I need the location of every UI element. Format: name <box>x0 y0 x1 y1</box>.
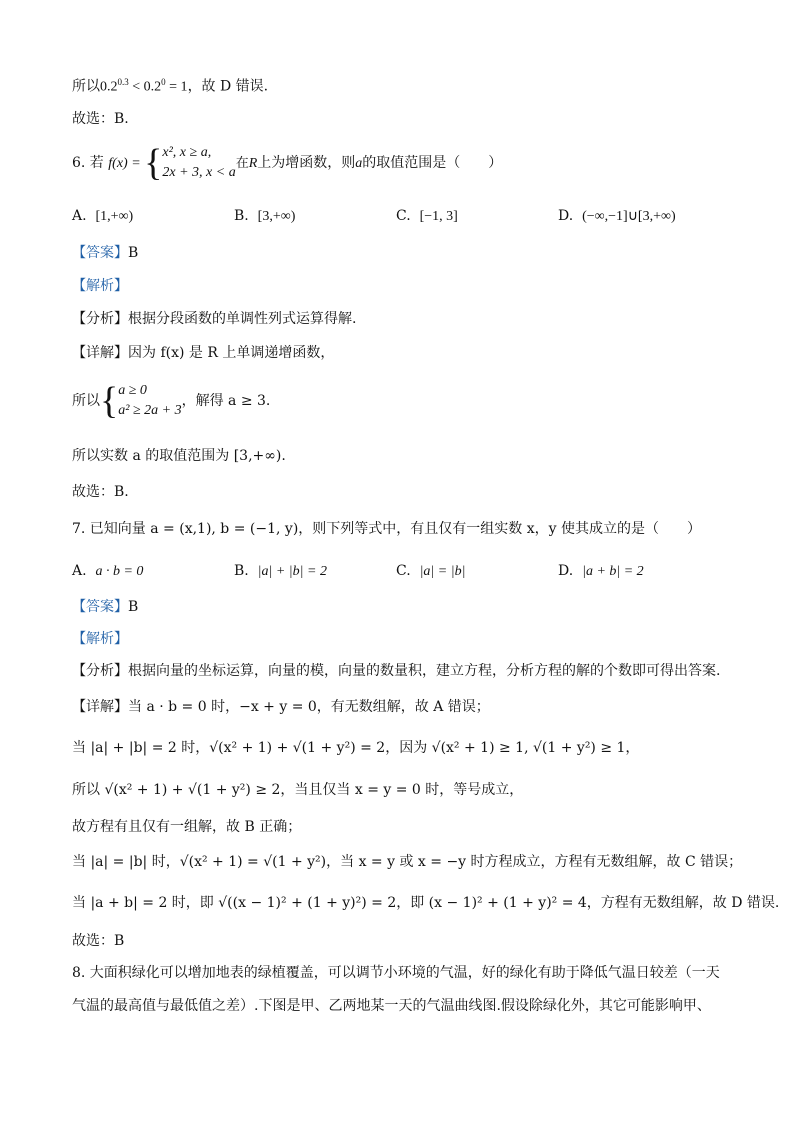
option-a <box>72 561 143 582</box>
math: 0.2 <box>100 79 118 95</box>
detail-line: 当 |a| = |b| 时，√(x² + 1) = √(1 + y²)，当 x = y 或 x = −y 时方程成立，方程有无数组解，故 C 错误； <box>72 854 743 870</box>
option-letter: B. <box>234 208 249 224</box>
math: < 0.2 <box>128 79 162 95</box>
option-b <box>234 206 295 227</box>
math: = 1 <box>165 79 188 95</box>
text-line: 故选：B. <box>72 111 129 127</box>
equation: a² ≥ 2a + 3 <box>118 403 182 418</box>
tag: 【解析】 <box>72 631 128 647</box>
case: 2x + 3, x < a <box>162 165 236 180</box>
text: ，故 D 错误. <box>187 78 269 95</box>
text: 当 a · b = 0 时，−x + y = 0，有无数组解，故 A 错误； <box>128 699 490 715</box>
option-letter: D. <box>558 563 574 579</box>
math: R <box>248 156 258 171</box>
math: 0.3 <box>117 77 129 87</box>
tag: 【详解】 <box>72 699 128 715</box>
xiangjie-line <box>72 343 334 363</box>
option-d <box>558 561 644 582</box>
option-b <box>234 561 327 582</box>
text: 根据分段函数的单调性列式运算得解. <box>128 311 357 327</box>
tag: 【详解】 <box>72 345 128 361</box>
text: 在 <box>235 156 249 171</box>
option-letter: C. <box>396 563 411 579</box>
option-letter: A. <box>72 563 87 579</box>
case: x², x ≥ a, <box>162 145 212 160</box>
detail-line: 故方程有且仅有一组解，故 B 正确； <box>72 819 302 835</box>
answer-value: B <box>128 599 139 615</box>
option-a <box>72 206 133 227</box>
text: 的取值范围是（ ） <box>362 155 503 171</box>
analysis-tag <box>72 629 128 649</box>
answer-value: B <box>128 245 139 261</box>
text: 根据向量的坐标运算，向量的模，向量的数量积，建立方程，分析方程的解的个数即可得出答案. <box>128 663 721 679</box>
option-value: [3,+∞) <box>257 209 296 224</box>
option-value: |a| + |b| = 2 <box>257 564 327 579</box>
option-letter: D. <box>558 208 574 224</box>
text: 所以 <box>72 78 100 95</box>
answer-line <box>72 243 138 263</box>
option-value: (−∞,−1]∪[3,+∞) <box>582 209 676 224</box>
answer-line <box>72 597 138 617</box>
option-letter: A. <box>72 208 87 224</box>
question-8-line: 8. 大面积绿化可以增加地表的绿植覆盖，可以调节小环境的气温，好的绿化有助于降低气温日较差（一天 <box>72 965 720 981</box>
option-letter: C. <box>396 208 411 224</box>
math: f(x) = <box>108 156 145 171</box>
piecewise-cases <box>162 143 235 183</box>
option-value: |a + b| = 2 <box>582 564 644 579</box>
answer-tag: 【答案】 <box>72 245 128 261</box>
equation: a ≥ 0 <box>118 383 147 398</box>
option-value: a · b = 0 <box>95 564 144 579</box>
text-line: 所以实数 a 的取值范围为 [3,+∞). <box>72 448 286 464</box>
option-letter: B. <box>234 563 249 579</box>
option-value: |a| = |b| <box>419 564 466 579</box>
brace: { <box>144 142 163 184</box>
system <box>118 381 181 421</box>
tag: 【分析】 <box>72 663 128 679</box>
tag: 【分析】 <box>72 311 128 327</box>
detail-line: 所以 √(x² + 1) + √(1 + y²) ≥ 2，当且仅当 x = y = 0 时，等号成立， <box>72 782 524 798</box>
text-line: 故选：B <box>72 933 125 949</box>
question-6-stem <box>72 143 502 183</box>
option-value: [−1, 3] <box>419 209 458 224</box>
system-line <box>72 381 270 421</box>
brace: { <box>100 380 119 422</box>
detail-line: 当 |a| + |b| = 2 时，√(x² + 1) + √(1 + y²) = 2，因为 √(x² + 1) ≥ 1, √(1 + y²) ≥ 1， <box>72 740 640 756</box>
fenxi-line <box>72 309 356 329</box>
option-c <box>396 206 458 227</box>
answer-tag: 【答案】 <box>72 599 128 615</box>
text: 所以 <box>72 393 100 409</box>
text: 因为 f(x) 是 R 上单调递增函数， <box>128 345 335 361</box>
question-8-line: 气温的最高值与最低值之差）.下图是甲、乙两地某一天的气温曲线图.假设除绿化外，其它可能影响甲、 <box>72 998 711 1014</box>
option-value: [1,+∞) <box>95 209 134 224</box>
text-line <box>72 72 268 98</box>
math: a <box>355 156 363 171</box>
option-d <box>558 206 676 227</box>
text: 上为增函数，则 <box>257 155 356 171</box>
analysis-tag <box>72 276 128 296</box>
fenxi-line <box>72 661 720 681</box>
detail-line: 当 |a + b| = 2 时，即 √((x − 1)² + (1 + y)²) = 2，即 (x − 1)² + (1 + y)² = 4，方程有无数组解，故 D 错误. <box>72 895 780 911</box>
question-number: 6. 若 <box>72 155 109 171</box>
detail-line <box>72 697 490 717</box>
option-c <box>396 561 465 582</box>
question-7-stem: 7. 已知向量 a = (x,1), b = (−1, y)，则下列等式中，有且仅有一组实数 x，y 使其成立的是（ ） <box>72 521 701 537</box>
text: ，解得 a ≥ 3. <box>181 393 271 409</box>
text-line: 故选：B. <box>72 484 129 500</box>
math: 0 <box>161 77 166 87</box>
tag: 【解析】 <box>72 278 128 294</box>
